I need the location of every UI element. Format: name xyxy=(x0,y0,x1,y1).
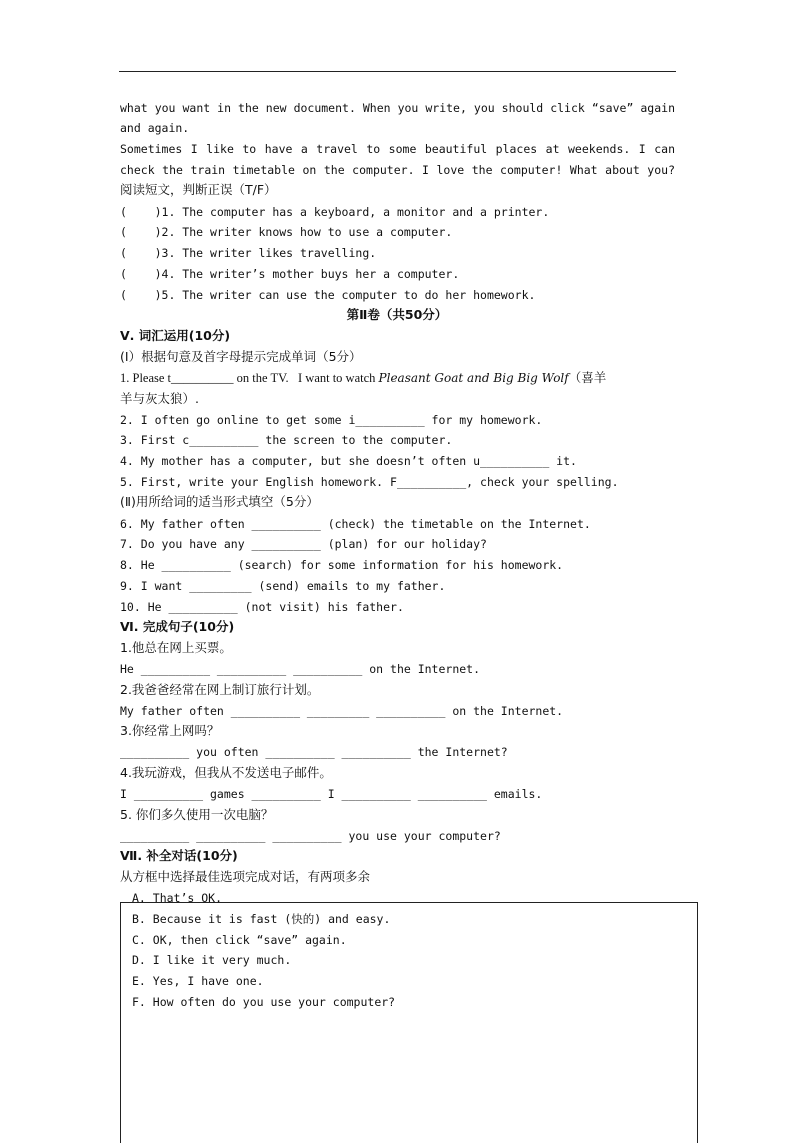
sentence-answer: He __________ __________ __________ on the Internet. xyxy=(120,662,481,676)
option: C. OK, then click “save” again. xyxy=(132,933,347,947)
option: B. Because it is fast (快的) and easy. xyxy=(132,912,391,926)
option: A. That’s OK. xyxy=(132,891,223,905)
sentence-prompt: 3.你经常上网吗？ xyxy=(120,723,220,738)
sentence-answer: __________ you often __________ __________ the Internet? xyxy=(120,745,508,759)
vocab-question xyxy=(120,370,606,386)
vocab-question: 2. I often go online to get some i__________ for my homework. xyxy=(120,413,543,427)
cartoon-title: Pleasant Goat and Big Big Wolf xyxy=(378,371,569,385)
subsection-title: (Ⅰ）根据句意及首字母提示完成单词（5分） xyxy=(120,349,362,364)
fill-question: 10. He __________ (not visit) his father. xyxy=(120,600,404,614)
passage-line: and again. xyxy=(120,121,190,135)
question-text: 1. Please t__________ on the TV. I want to watch xyxy=(120,371,379,385)
passage-line: Sometimes I like to have a travel to some beautiful places at weekends. I can xyxy=(120,142,675,156)
sentence-answer: __________ __________ __________ you use your computer? xyxy=(120,829,501,843)
vocab-question: 3. First c__________ the screen to the computer. xyxy=(120,433,453,447)
sentence-prompt: 5. 你们多久使用一次电脑？ xyxy=(120,807,274,822)
header-rule xyxy=(119,71,676,72)
vocab-question: 4. My mother has a computer, but she doesn’t often u__________ it. xyxy=(120,454,577,468)
tf-question: ( )4. The writer’s mother buys her a computer. xyxy=(120,267,460,281)
part-title: 第Ⅱ卷（共50分） xyxy=(346,307,448,322)
reading-instruction: 阅读短文，判断正误（T/F） xyxy=(120,182,277,197)
section-title: Ⅶ. 补全对话(10分) xyxy=(120,848,238,863)
tf-question: ( )5. The writer can use the computer to do her homework. xyxy=(120,288,536,302)
fill-question: 6. My father often __________ (check) the timetable on the Internet. xyxy=(120,517,591,531)
sentence-answer: I __________ games __________ I __________ __________ emails. xyxy=(120,787,543,801)
tf-question: ( )3. The writer likes travelling. xyxy=(120,246,377,260)
sentence-prompt: 1.他总在网上买票。 xyxy=(120,640,232,655)
option: E. Yes, I have one. xyxy=(132,974,264,988)
fill-question: 7. Do you have any __________ (plan) for our holiday? xyxy=(120,537,487,551)
option: F. How often do you use your computer? xyxy=(132,995,396,1009)
vocab-question: 5. First, write your English homework. F__________, check your spelling. xyxy=(120,475,619,489)
section-instruction: 从方框中选择最佳选项完成对话，有两项多余 xyxy=(120,869,371,884)
fill-question: 9. I want _________ (send) emails to my father. xyxy=(120,579,446,593)
section-title: Ⅵ. 完成句子(10分) xyxy=(120,619,235,634)
option: D. I like it very much. xyxy=(132,953,292,967)
tf-question: ( )2. The writer knows how to use a computer. xyxy=(120,225,453,239)
passage-line: check the train timetable on the computer. I love the computer! What about you? xyxy=(120,163,675,177)
tf-question: ( )1. The computer has a keyboard, a monitor and a printer. xyxy=(120,205,550,219)
subsection-title: (Ⅱ)用所给词的适当形式填空（5分） xyxy=(120,494,319,509)
passage-line: what you want in the new document. When you write, you should click “save” again xyxy=(120,101,675,115)
question-continuation: 羊与灰太狼）. xyxy=(120,391,199,406)
sentence-prompt: 4.我玩游戏，但我从不发送电子邮件。 xyxy=(120,765,332,780)
question-text: （喜羊 xyxy=(568,370,607,385)
sentence-answer: My father often __________ _________ __________ on the Internet. xyxy=(120,704,564,718)
sentence-prompt: 2.我爸爸经常在网上制订旅行计划。 xyxy=(120,682,320,697)
section-title: Ⅴ. 词汇运用(10分) xyxy=(120,328,231,343)
fill-question: 8. He __________ (search) for some information for his homework. xyxy=(120,558,564,572)
